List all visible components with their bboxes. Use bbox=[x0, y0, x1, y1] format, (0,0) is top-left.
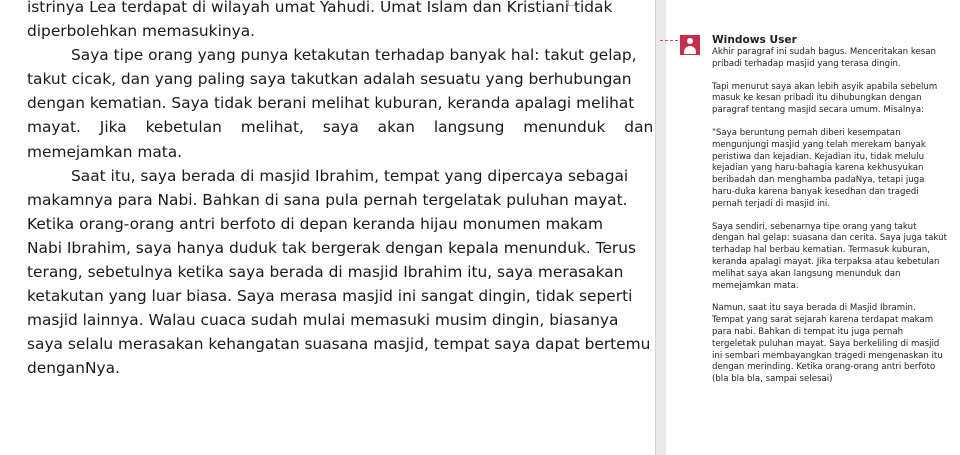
comment-line: beribadah dan menghamba padaNya, tetapi juga bbox=[712, 175, 925, 186]
comment-line: paragraf tentang masjid secara umum. Misalnya: bbox=[712, 105, 924, 116]
comment-line: haru-duka karena banyak kesedhan dan tragedi bbox=[712, 186, 919, 197]
body-line: takut cicak, dan yang paling saya takutkan adalah sesuatu yang berhubungan bbox=[27, 70, 632, 89]
comment-balloon[interactable] bbox=[712, 34, 958, 386]
page-gutter bbox=[655, 0, 666, 455]
body-line: Nabi Ibrahim, saya hanya duduk tak bergerak dengan kepala menunduk. Terus bbox=[27, 238, 637, 257]
comment-line: memejamkan mata. bbox=[712, 280, 799, 291]
comment-blank-line bbox=[712, 71, 958, 82]
body-line: Ketika orang-orang antri berfoto di depan keranda hijau monumen makam bbox=[27, 214, 604, 233]
comment-line: kejadian yang haru-bahagia karena kekhusyukan bbox=[712, 163, 924, 174]
comment-line: mengunjungi masjid yang telah merekam banyak bbox=[712, 139, 926, 150]
document-body-text[interactable] bbox=[27, 0, 654, 381]
body-line: memejamkan mata. bbox=[27, 142, 183, 161]
avatar-head bbox=[687, 38, 693, 44]
body-line: masjid lainnya. Walau cuaca sudah mulai memasuki musim dingin, biasanya bbox=[27, 311, 619, 330]
comment-blank-line bbox=[712, 117, 958, 128]
comment-line: dengan hal gelap: suasana dan cerita. Saya juga takut bbox=[712, 233, 947, 244]
body-line: diperbolehkan memasukinya. bbox=[27, 22, 256, 41]
comment-line: para nabi. Bahkan di tempat itu juga pernah bbox=[712, 326, 904, 337]
comment-line: "Saya beruntung pernah diberi kesempatan bbox=[712, 127, 901, 138]
body-line: mayat. Jika kebetulan melihat, saya akan langsung menunduk dan bbox=[27, 118, 654, 137]
comment-connector-line bbox=[660, 40, 678, 42]
body-line: ketakutan yang luar biasa. Saya merasa masjid ini sangat dingin, tidak seperti bbox=[27, 287, 633, 306]
comment-author: Windows User bbox=[712, 34, 797, 46]
comment-line: dengan merinding. Ketika orang-orang antri berfoto bbox=[712, 362, 936, 373]
user-avatar-icon bbox=[680, 35, 700, 55]
body-line: makamnya para Nabi. Bahkan di sana pula pernah tergelatak puluhan mayat. bbox=[27, 190, 628, 209]
comment-line: ini sembari membayangkan tragedi mengenaskan itu bbox=[712, 350, 943, 361]
comment-line: keranda apalagi mayat. Jika terpaksa atau kebetulan bbox=[712, 256, 940, 267]
comment-line: masuk ke kesan pribadi itu dihubungkan dengan bbox=[712, 93, 922, 104]
comment-line: peristiwa dan kejadian. Kejadian itu, tidak melulu bbox=[712, 151, 925, 162]
comment-line: melihat saya akan langsung menunduk dan bbox=[712, 268, 901, 279]
comment-line: terhadap hal berbau kematian. Termasuk kuburan, bbox=[712, 245, 930, 256]
body-line: terang, sebetulnya ketika saya berada di masjid Ibrahim itu, saya merasakan bbox=[27, 263, 624, 282]
body-line: denganNya. bbox=[27, 359, 120, 378]
comment-line: Akhir paragraf ini sudah bagus. Menceritakan kesan bbox=[712, 47, 936, 57]
comment-line: (bla bla bla, sampai selesai) bbox=[712, 374, 833, 385]
comment-line: pribadi terhadap masjid yang terasa dingin. bbox=[712, 58, 901, 69]
comment-line: pernah terjadi di masjid ini. bbox=[712, 198, 831, 209]
body-line: istrinya Lea terdapat di wilayah umat Yahudi. Umat Islam dan Kristiani tidak bbox=[27, 0, 613, 16]
comment-line: Tempat yang sarat sejarah karena terdapat makam bbox=[712, 315, 934, 326]
comment-blank-line bbox=[712, 292, 958, 303]
comment-line: Tapi menurut saya akan lebih asyik apabila sebelum bbox=[712, 81, 938, 92]
body-line: Saya tipe orang yang punya ketakutan terhadap banyak hal: takut gelap, bbox=[71, 46, 637, 65]
avatar-shoulders bbox=[684, 46, 696, 54]
comment-line: Saya sendiri, sebenarnya tipe orang yang takut bbox=[712, 221, 917, 232]
comment-line: Namun, saat itu saya berada di Masjid Ibramin. bbox=[712, 303, 916, 314]
body-line: Saat itu, saya berada di masjid Ibrahim, tempat yang dipercaya sebagai bbox=[71, 166, 629, 185]
body-line: dengan kematian. Saya tidak berani melihat kuburan, keranda apalagi melihat bbox=[27, 94, 635, 113]
comment-blank-line bbox=[712, 211, 958, 222]
comment-line: tergeletak puluhan mayat. Saya berkeliling di masjid bbox=[712, 338, 940, 349]
body-line: saya selalu merasakan kehangatan suasana masjid, tempat saya dapat bertemu bbox=[27, 335, 651, 354]
